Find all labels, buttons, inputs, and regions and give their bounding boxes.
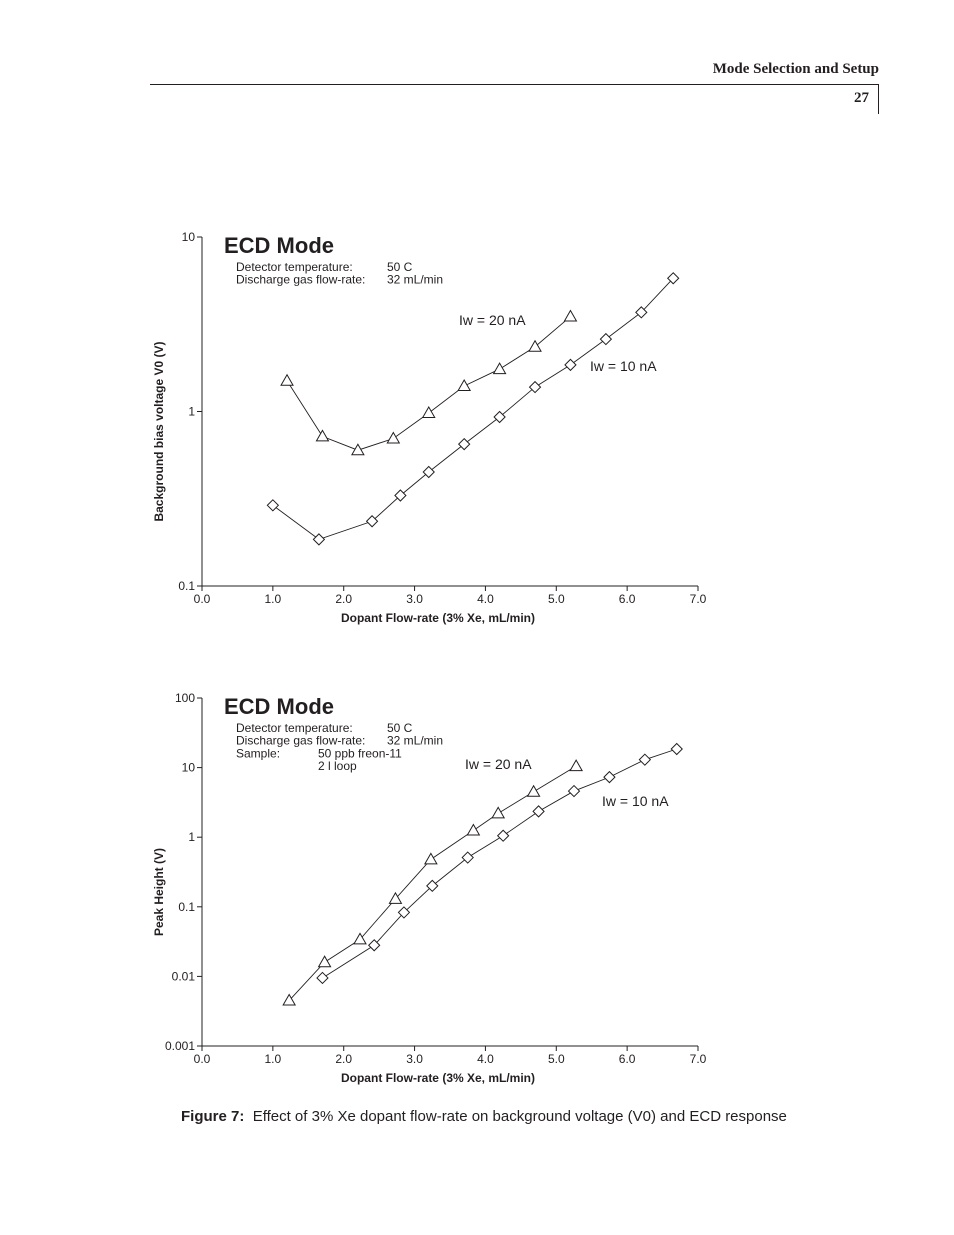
info-value: 50 ppb freon-11 [318,746,402,761]
chart-background-voltage [0,225,954,635]
data-point-diamond [462,852,473,863]
data-point-diamond [317,972,328,983]
data-point-triangle [467,824,479,835]
info-key: Discharge gas flow-rate: [236,272,366,287]
y-tick-label: 1 [188,830,195,845]
figure-caption-text: Effect of 3% Xe dopant flow-rate on background voltage (V0) and ECD response [252,1108,787,1125]
data-point-triangle [492,807,504,818]
data-point-triangle [425,853,437,864]
x-tick-label: 7.0 [689,1052,707,1066]
data-point-triangle [570,760,582,771]
x-tick-label: 4.0 [477,1052,494,1066]
x-tick-label: 1.0 [264,592,282,606]
series-label: Iw = 10 nA [602,793,669,809]
series-label: Iw = 20 nA [459,312,526,328]
data-point-diamond [530,382,541,393]
info-value: 32 mL/min [387,272,444,287]
info-value: 50 C [387,260,413,274]
data-point-triangle [316,430,328,441]
running-head-title: Mode Selection and Setup [712,61,879,77]
data-point-diamond [671,744,682,755]
data-point-triangle [494,363,506,374]
figure-caption-label: Figure 7: [181,1108,245,1125]
data-point-diamond [423,467,434,478]
data-point-diamond [494,411,505,422]
data-point-diamond [639,754,650,765]
x-tick-label: 2.0 [335,592,353,606]
x-tick-label: 0.0 [193,1052,211,1066]
x-tick-label: 6.0 [618,1052,636,1066]
y-tick-label: 0.001 [164,1039,195,1053]
info-value: 2 l loop [318,759,357,774]
x-tick-label: 6.0 [618,592,636,606]
y-tick-label: 100 [174,691,195,705]
y-tick-label: 10 [181,230,195,244]
x-axis-label: Dopant Flow-rate (3% Xe, mL/min) [340,1071,536,1085]
data-point-triangle [529,341,541,352]
data-point-triangle [458,380,470,391]
y-axis-label: Background bias voltage V0 (V) [152,341,166,522]
info-key: Sample: [236,746,281,761]
data-point-diamond [459,439,470,450]
y-tick-label: 1 [188,404,195,419]
page-number: 27 [854,90,869,106]
series-line [287,317,570,451]
data-point-triangle [528,786,540,797]
data-point-diamond [313,534,324,545]
x-tick-label: 3.0 [406,592,423,606]
y-tick-label: 0.01 [171,969,195,984]
x-tick-label: 1.0 [264,1052,282,1066]
data-point-diamond [498,830,509,841]
x-tick-label: 4.0 [477,592,494,606]
x-tick-label: 5.0 [547,592,565,606]
figure-caption [181,1108,787,1125]
y-tick-label: 10 [181,760,195,775]
data-point-diamond [604,772,615,783]
data-point-diamond [533,806,544,817]
data-point-diamond [600,334,611,345]
data-point-diamond [267,500,278,511]
info-key: Detector temperature: [236,721,353,735]
data-point-diamond [569,786,580,797]
info-key: Discharge gas flow-rate: [236,733,366,748]
x-tick-label: 2.0 [335,1052,353,1066]
x-tick-label: 0.0 [193,592,211,606]
series-label: Iw = 10 nA [590,358,657,374]
x-tick-label: 7.0 [689,592,707,606]
data-point-triangle [281,375,293,386]
x-axis-label: Dopant Flow-rate (3% Xe, mL/min) [340,611,536,625]
chart-peak-height [0,685,954,1095]
data-point-triangle [423,407,435,418]
data-point-triangle [387,433,399,444]
y-tick-label: 0.1 [178,579,195,593]
data-point-triangle [352,444,364,455]
chart-title: ECD Mode [224,233,334,258]
x-tick-label: 3.0 [406,1052,423,1066]
page-number-rule [878,84,879,114]
info-value: 50 C [387,721,413,735]
data-point-triangle [319,956,331,967]
series-label: Iw = 20 nA [465,756,532,772]
chart-title: ECD Mode [224,694,334,719]
info-key: Detector temperature: [236,260,353,274]
data-point-triangle [564,311,576,322]
header-rule [150,84,879,85]
y-axis-label: Peak Height (V) [152,847,166,937]
data-point-diamond [565,359,576,370]
info-value: 32 mL/min [387,733,444,748]
x-tick-label: 5.0 [547,1052,565,1066]
y-tick-label: 0.1 [178,899,195,914]
